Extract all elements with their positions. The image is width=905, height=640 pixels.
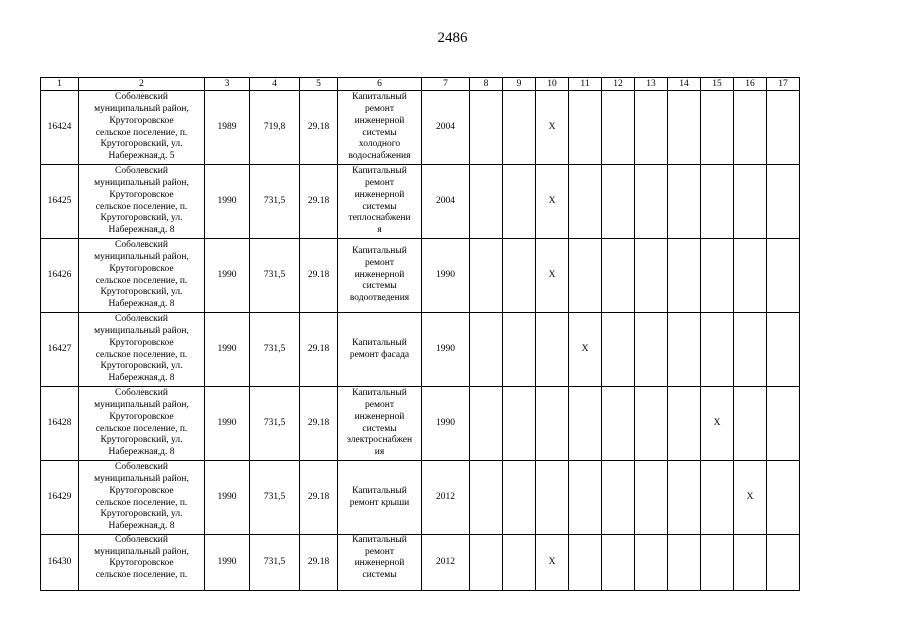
record-id: 16430 [41,535,79,591]
mark-cell [569,165,602,239]
mark-cell: X [536,239,569,313]
column-header: 9 [503,78,536,91]
column-header: 6 [338,78,422,91]
address-cell: Соболевский муниципальный район, Крутогоровское сельское поселение, п. Крутогоровский, ул. Набережная,д. 8 [79,313,205,387]
column-header: 16 [734,78,767,91]
mark-cell [470,165,503,239]
work-type-cell: Капитальный ремонт инженерной системы [338,535,422,591]
record-id: 16424 [41,91,79,165]
mark-cell: X [701,387,734,461]
work-type-cell: Капитальный ремонт инженерной системы теплоснабжени я [338,165,422,239]
mark-cell [767,387,800,461]
mark-cell [503,313,536,387]
mark-cell [569,461,602,535]
area-cell: 719,8 [250,91,300,165]
mark-cell: X [569,313,602,387]
area-cell: 731,5 [250,461,300,535]
mark-cell [536,387,569,461]
mark-cell [503,387,536,461]
mark-cell [602,91,635,165]
housing-register-table [40,77,800,591]
table-row [41,239,800,313]
mark-cell [503,165,536,239]
mark-cell: X [536,165,569,239]
mark-cell [569,239,602,313]
column-header: 17 [767,78,800,91]
record-id: 16429 [41,461,79,535]
planned-year-cell: 2012 [422,461,470,535]
mark-cell [767,461,800,535]
mark-cell [470,461,503,535]
column-header: 8 [470,78,503,91]
table-row [41,535,800,591]
planned-year-cell: 2004 [422,91,470,165]
record-id: 16426 [41,239,79,313]
record-id: 16428 [41,387,79,461]
mark-cell [767,91,800,165]
mark-cell [470,387,503,461]
mark-cell [734,165,767,239]
planned-year-cell: 1990 [422,387,470,461]
mark-cell [635,239,668,313]
column-header: 3 [205,78,250,91]
year-built-cell: 1990 [205,313,250,387]
mark-cell: X [536,535,569,591]
area-cell: 731,5 [250,313,300,387]
mark-cell [503,535,536,591]
column-header: 10 [536,78,569,91]
mark-cell [503,461,536,535]
year-built-cell: 1990 [205,239,250,313]
address-cell: Соболевский муниципальный район, Крутогоровское сельское поселение, п. Крутогоровский, ул. Набережная,д. 5 [79,91,205,165]
mark-cell [734,313,767,387]
table-row [41,91,800,165]
table-row [41,387,800,461]
address-cell: Соболевский муниципальный район, Крутогоровское сельское поселение, п. Крутогоровский, ул. Набережная,д. 8 [79,461,205,535]
planned-year-cell: 2004 [422,165,470,239]
mark-cell [635,387,668,461]
mark-cell [569,387,602,461]
mark-cell [668,91,701,165]
column-header: 5 [300,78,338,91]
mark-cell [602,535,635,591]
mark-cell [668,165,701,239]
mark-cell [767,535,800,591]
column-header: 7 [422,78,470,91]
rate-cell: 29.18 [300,239,338,313]
mark-cell [635,313,668,387]
year-built-cell: 1990 [205,387,250,461]
mark-cell [668,535,701,591]
rate-cell: 29.18 [300,313,338,387]
mark-cell [734,535,767,591]
mark-cell [767,239,800,313]
rate-cell: 29.18 [300,461,338,535]
area-cell: 731,5 [250,535,300,591]
work-type-cell: Капитальный ремонт инженерной системы электроснабжен ия [338,387,422,461]
mark-cell [536,461,569,535]
table-row [41,461,800,535]
mark-cell [701,91,734,165]
mark-cell [767,313,800,387]
mark-cell [470,91,503,165]
column-header: 11 [569,78,602,91]
mark-cell [701,535,734,591]
mark-cell [569,91,602,165]
mark-cell [470,313,503,387]
mark-cell: X [536,91,569,165]
address-cell: Соболевский муниципальный район, Крутогоровское сельское поселение, п. [79,535,205,591]
mark-cell [602,387,635,461]
mark-cell [470,535,503,591]
planned-year-cell: 1990 [422,313,470,387]
mark-cell [569,535,602,591]
mark-cell [470,239,503,313]
mark-cell [635,165,668,239]
mark-cell [602,313,635,387]
column-header: 2 [79,78,205,91]
address-cell: Соболевский муниципальный район, Крутогоровское сельское поселение, п. Крутогоровский, ул. Набережная,д. 8 [79,239,205,313]
mark-cell [701,165,734,239]
page-number: 2486 [437,30,468,46]
mark-cell [668,387,701,461]
column-header: 13 [635,78,668,91]
column-header: 14 [668,78,701,91]
year-built-cell: 1990 [205,461,250,535]
rate-cell: 29.18 [300,387,338,461]
mark-cell [734,387,767,461]
mark-cell [734,239,767,313]
work-type-cell: Капитальный ремонт фасада [338,313,422,387]
mark-cell [503,91,536,165]
mark-cell [602,239,635,313]
area-cell: 731,5 [250,165,300,239]
mark-cell [668,313,701,387]
record-id: 16425 [41,165,79,239]
mark-cell [734,91,767,165]
mark-cell [503,239,536,313]
column-header: 15 [701,78,734,91]
column-header: 1 [41,78,79,91]
rate-cell: 29.18 [300,165,338,239]
mark-cell [635,535,668,591]
mark-cell [602,165,635,239]
mark-cell: X [734,461,767,535]
work-type-cell: Капитальный ремонт инженерной системы холодного водоснабжения [338,91,422,165]
mark-cell [602,461,635,535]
year-built-cell: 1990 [205,535,250,591]
mark-cell [701,239,734,313]
mark-cell [668,239,701,313]
planned-year-cell: 1990 [422,239,470,313]
area-cell: 731,5 [250,239,300,313]
address-cell: Соболевский муниципальный район, Крутогоровское сельское поселение, п. Крутогоровский, ул. Набережная,д. 8 [79,165,205,239]
mark-cell [536,313,569,387]
mark-cell [635,91,668,165]
area-cell: 731,5 [250,387,300,461]
work-type-cell: Капитальный ремонт крыши [338,461,422,535]
column-header: 4 [250,78,300,91]
mark-cell [701,313,734,387]
rate-cell: 29.18 [300,91,338,165]
work-type-cell: Капитальный ремонт инженерной системы водоотведения [338,239,422,313]
table-row [41,165,800,239]
address-cell: Соболевский муниципальный район, Крутогоровское сельское поселение, п. Крутогоровский, ул. Набережная,д. 8 [79,387,205,461]
column-number-row [41,78,800,91]
rate-cell: 29.18 [300,535,338,591]
mark-cell [668,461,701,535]
year-built-cell: 1989 [205,91,250,165]
record-id: 16427 [41,313,79,387]
year-built-cell: 1990 [205,165,250,239]
table-row [41,313,800,387]
mark-cell [635,461,668,535]
column-header: 12 [602,78,635,91]
mark-cell [767,165,800,239]
mark-cell [701,461,734,535]
planned-year-cell: 2012 [422,535,470,591]
